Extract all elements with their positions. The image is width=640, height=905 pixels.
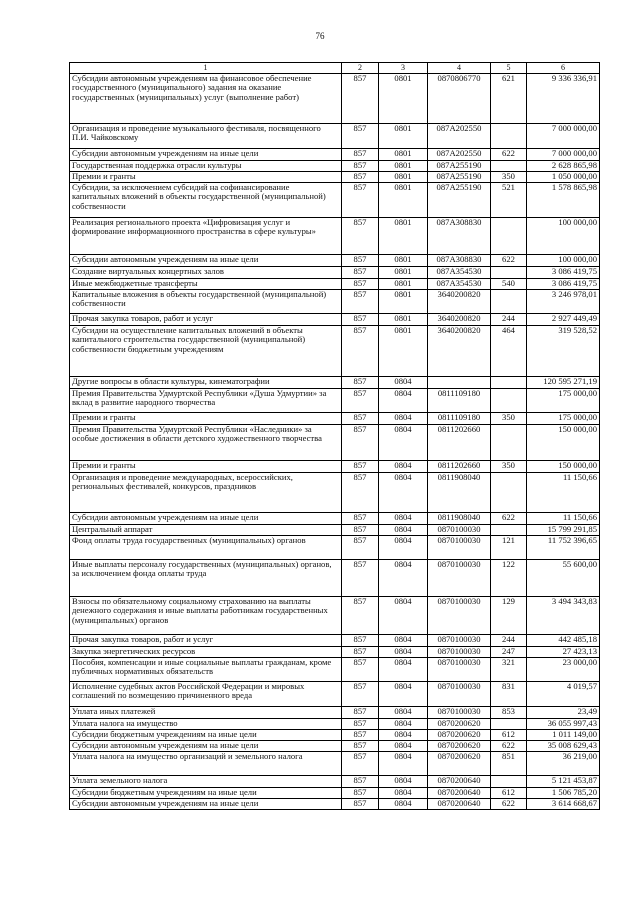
expense-type-cell [491,524,527,535]
table-row [70,376,600,388]
amount-cell: 9 336 336,91 [527,73,600,123]
section-code-cell: 0804 [379,706,428,718]
ministry-code-cell: 857 [342,424,379,460]
amount-cell: 7 000 000,00 [527,123,600,148]
amount-cell: 3 614 668,67 [527,798,600,809]
ministry-code-cell: 857 [342,278,379,289]
section-code-cell: 0801 [379,123,428,148]
item-name-cell: Прочая закупка товаров, работ и услуг [70,634,342,646]
item-name-cell: Фонд оплаты труда государственных (муниципальных) органов [70,535,342,559]
amount-cell: 36 219,00 [527,751,600,775]
item-name-cell: Уплата налога на имущество [70,718,342,729]
ministry-code-cell: 857 [342,289,379,313]
table-row [70,171,600,182]
amount-cell: 2 927 449,49 [527,313,600,325]
ministry-code-cell: 857 [342,718,379,729]
expense-type-cell: 831 [491,681,527,706]
ministry-code-cell: 857 [342,148,379,160]
ministry-code-cell: 857 [342,266,379,278]
header-cell: 1 [70,63,342,74]
amount-cell: 2 628 865,98 [527,160,600,171]
target-article-cell: 0870100030 [428,657,491,681]
table-row [70,787,600,798]
ministry-code-cell: 857 [342,729,379,740]
table-row [70,729,600,740]
section-code-cell: 0804 [379,388,428,412]
ministry-code-cell: 857 [342,634,379,646]
ministry-code-cell: 857 [342,254,379,266]
section-code-cell: 0801 [379,73,428,123]
ministry-code-cell: 857 [342,512,379,524]
item-name-cell: Премия Правительства Удмуртской Республики «Наследники» за особые достижения в области детского художественного творчества [70,424,342,460]
table-row [70,472,600,512]
ministry-code-cell: 857 [342,182,379,217]
amount-cell: 100 000,00 [527,254,600,266]
table-row [70,217,600,254]
target-article-cell: 0870100030 [428,634,491,646]
section-code-cell: 0804 [379,412,428,424]
item-name-cell: Субсидии автономным учреждениям на финансовое обеспечение государственного (муниципального) задания на оказание государственных (муниципальных) услуг (выполнение работ) [70,73,342,123]
expense-type-cell: 612 [491,729,527,740]
table-row [70,634,600,646]
item-name-cell: Субсидии бюджетным учреждениям на иные цели [70,729,342,740]
header-cell: 2 [342,63,379,74]
target-article-cell: 0870100030 [428,559,491,596]
expense-type-cell [491,289,527,313]
section-code-cell: 0801 [379,148,428,160]
section-code-cell: 0804 [379,634,428,646]
expense-type-cell: 244 [491,634,527,646]
item-name-cell: Взносы по обязательному социальному страхованию на выплаты денежного содержания и иные выплаты работникам государственных (муниципальных) органов [70,596,342,634]
table-row [70,182,600,217]
amount-cell: 150 000,00 [527,424,600,460]
expense-type-cell: 622 [491,798,527,809]
expense-type-cell [491,472,527,512]
table-row [70,289,600,313]
ministry-code-cell: 857 [342,160,379,171]
amount-cell: 1 050 000,00 [527,171,600,182]
target-article-cell: 087A354530 [428,266,491,278]
table-row [70,751,600,775]
amount-cell: 23,49 [527,706,600,718]
ministry-code-cell: 857 [342,706,379,718]
expense-type-cell: 540 [491,278,527,289]
ministry-code-cell: 857 [342,681,379,706]
target-article-cell: 0870200640 [428,775,491,787]
item-name-cell: Премии и гранты [70,171,342,182]
page-number: 76 [315,31,325,41]
amount-cell: 1 011 149,00 [527,729,600,740]
expense-type-cell: 622 [491,512,527,524]
table-row [70,535,600,559]
section-code-cell: 0804 [379,681,428,706]
amount-cell: 35 008 629,43 [527,740,600,751]
ministry-code-cell: 857 [342,646,379,657]
expense-type-cell [491,123,527,148]
item-name-cell: Субсидии автономным учреждениям на иные цели [70,798,342,809]
expense-type-cell: 321 [491,657,527,681]
amount-cell: 3 086 419,75 [527,278,600,289]
section-code-cell: 0804 [379,787,428,798]
table-row [70,460,600,472]
amount-cell: 3 494 343,83 [527,596,600,634]
expense-type-cell: 350 [491,460,527,472]
ministry-code-cell: 857 [342,798,379,809]
target-article-cell: 087A255190 [428,182,491,217]
expense-type-cell [491,266,527,278]
expense-type-cell: 464 [491,325,527,376]
header-cell: 5 [491,63,527,74]
target-article-cell: 0870100030 [428,535,491,559]
amount-cell: 23 000,00 [527,657,600,681]
expense-type-cell [491,388,527,412]
ministry-code-cell: 857 [342,460,379,472]
target-article-cell: 0870100030 [428,646,491,657]
ministry-code-cell: 857 [342,388,379,412]
item-name-cell: Пособия, компенсации и иные социальные выплаты гражданам, кроме публичных нормативных обязательств [70,657,342,681]
target-article-cell: 087A202550 [428,123,491,148]
table-row [70,424,600,460]
section-code-cell: 0801 [379,160,428,171]
table-row [70,657,600,681]
ministry-code-cell: 857 [342,775,379,787]
section-code-cell: 0804 [379,646,428,657]
target-article-cell: 0870200640 [428,798,491,809]
section-code-cell: 0804 [379,751,428,775]
amount-cell: 175 000,00 [527,412,600,424]
section-code-cell: 0801 [379,266,428,278]
section-code-cell: 0804 [379,657,428,681]
table-row [70,775,600,787]
item-name-cell: Премии и гранты [70,460,342,472]
target-article-cell [428,376,491,388]
table-row [70,596,600,634]
amount-cell: 55 600,00 [527,559,600,596]
item-name-cell: Уплата земельного налога [70,775,342,787]
ministry-code-cell: 857 [342,313,379,325]
amount-cell: 150 000,00 [527,460,600,472]
section-code-cell: 0804 [379,596,428,634]
ministry-code-cell: 857 [342,740,379,751]
ministry-code-cell: 857 [342,596,379,634]
table-row [70,160,600,171]
amount-cell: 11 752 396,65 [527,535,600,559]
amount-cell: 1 578 865,98 [527,182,600,217]
ministry-code-cell: 857 [342,657,379,681]
amount-cell: 11 150,66 [527,512,600,524]
section-code-cell: 0804 [379,376,428,388]
amount-cell: 3 246 978,01 [527,289,600,313]
target-article-cell: 0870200620 [428,751,491,775]
item-name-cell: Центральный аппарат [70,524,342,535]
ministry-code-cell: 857 [342,123,379,148]
ministry-code-cell: 857 [342,535,379,559]
target-article-cell: 0870100030 [428,524,491,535]
item-name-cell: Премии и гранты [70,412,342,424]
target-article-cell: 3640200820 [428,289,491,313]
target-article-cell: 0811202660 [428,460,491,472]
table-row [70,798,600,809]
expense-type-cell: 621 [491,73,527,123]
amount-cell: 3 086 419,75 [527,266,600,278]
table-row [70,646,600,657]
section-code-cell: 0804 [379,740,428,751]
section-code-cell: 0801 [379,278,428,289]
header-cell: 4 [428,63,491,74]
section-code-cell: 0804 [379,559,428,596]
section-code-cell: 0804 [379,460,428,472]
expense-type-cell: 622 [491,254,527,266]
table-row [70,718,600,729]
ministry-code-cell: 857 [342,787,379,798]
section-code-cell: 0804 [379,729,428,740]
target-article-cell: 0870100030 [428,596,491,634]
section-code-cell: 0804 [379,718,428,729]
expense-type-cell: 622 [491,148,527,160]
section-code-cell: 0804 [379,798,428,809]
amount-cell: 4 019,57 [527,681,600,706]
item-name-cell: Организация и проведение международных, всероссийских, региональных фестивалей, конкурсов, праздников [70,472,342,512]
target-article-cell: 0870100030 [428,681,491,706]
table-row [70,740,600,751]
table-row [70,412,600,424]
ministry-code-cell: 857 [342,751,379,775]
ministry-code-cell: 857 [342,73,379,123]
target-article-cell: 0811908040 [428,472,491,512]
item-name-cell: Прочая закупка товаров, работ и услуг [70,313,342,325]
item-name-cell: Исполнение судебных актов Российской Федерации и мировых соглашений по возмещению причиненного вреда [70,681,342,706]
item-name-cell: Субсидии автономным учреждениям на иные цели [70,512,342,524]
expense-type-cell: 244 [491,313,527,325]
item-name-cell: Субсидии, за исключением субсидий на софинансирование капитальных вложений в объекты государственной (муниципальной) собственности [70,182,342,217]
ministry-code-cell: 857 [342,524,379,535]
item-name-cell: Премия Правительства Удмуртской Республики «Душа Удмуртии» за вклад в развитие народного творчества [70,388,342,412]
amount-cell: 319 528,52 [527,325,600,376]
table-row [70,278,600,289]
table-row [70,325,600,376]
table-row [70,313,600,325]
expense-type-cell: 350 [491,171,527,182]
section-code-cell: 0804 [379,424,428,460]
ministry-code-cell: 857 [342,171,379,182]
item-name-cell: Закупка энергетических ресурсов [70,646,342,657]
target-article-cell: 0870200620 [428,740,491,751]
amount-cell: 1 506 785,20 [527,787,600,798]
target-article-cell: 087A308830 [428,254,491,266]
amount-cell: 175 000,00 [527,388,600,412]
section-code-cell: 0801 [379,313,428,325]
table-row [70,254,600,266]
table-row [70,706,600,718]
target-article-cell: 0811109180 [428,412,491,424]
table-row [70,148,600,160]
amount-cell: 5 121 453,87 [527,775,600,787]
section-code-cell: 0804 [379,472,428,512]
header-cell: 3 [379,63,428,74]
target-article-cell: 0870200620 [428,718,491,729]
amount-cell: 120 595 271,19 [527,376,600,388]
ministry-code-cell: 857 [342,217,379,254]
expense-type-cell [491,376,527,388]
section-code-cell: 0804 [379,775,428,787]
section-code-cell: 0801 [379,217,428,254]
amount-cell: 442 485,18 [527,634,600,646]
item-name-cell: Субсидии бюджетным учреждениям на иные цели [70,787,342,798]
table-row [70,512,600,524]
table-row [70,388,600,412]
expense-type-cell: 121 [491,535,527,559]
target-article-cell: 087A354530 [428,278,491,289]
item-name-cell: Государственная поддержка отрасли культуры [70,160,342,171]
section-code-cell: 0801 [379,254,428,266]
table-row [70,681,600,706]
section-code-cell: 0801 [379,171,428,182]
section-code-cell: 0801 [379,289,428,313]
expense-type-cell: 129 [491,596,527,634]
amount-cell: 7 000 000,00 [527,148,600,160]
expense-type-cell [491,160,527,171]
section-code-cell: 0804 [379,535,428,559]
expense-type-cell [491,775,527,787]
ministry-code-cell: 857 [342,325,379,376]
table-row [70,73,600,123]
target-article-cell: 3640200820 [428,325,491,376]
ministry-code-cell: 857 [342,472,379,512]
item-name-cell: Создание виртуальных концертных залов [70,266,342,278]
amount-cell: 11 150,66 [527,472,600,512]
item-name-cell: Капитальные вложения в объекты государственной (муниципальной) собственности [70,289,342,313]
expense-type-cell: 521 [491,182,527,217]
ministry-code-cell: 857 [342,559,379,596]
expense-type-cell [491,217,527,254]
target-article-cell: 087A255190 [428,160,491,171]
target-article-cell: 0811202660 [428,424,491,460]
section-code-cell: 0801 [379,182,428,217]
expense-type-cell: 247 [491,646,527,657]
amount-cell: 36 055 997,43 [527,718,600,729]
expense-type-cell: 853 [491,706,527,718]
ministry-code-cell: 857 [342,376,379,388]
target-article-cell: 3640200820 [428,313,491,325]
item-name-cell: Иные межбюджетные трансферты [70,278,342,289]
item-name-cell: Субсидии автономным учреждениям на иные цели [70,740,342,751]
item-name-cell: Субсидии автономным учреждениям на иные цели [70,148,342,160]
table-row [70,266,600,278]
item-name-cell: Другие вопросы в области культуры, кинематографии [70,376,342,388]
target-article-cell: 087A202550 [428,148,491,160]
expense-type-cell: 851 [491,751,527,775]
target-article-cell: 0870200620 [428,729,491,740]
expense-type-cell: 122 [491,559,527,596]
ministry-code-cell: 857 [342,412,379,424]
header-cell: 6 [527,63,600,74]
table-row [70,524,600,535]
section-code-cell: 0804 [379,512,428,524]
expense-type-cell: 622 [491,740,527,751]
item-name-cell: Уплата иных платежей [70,706,342,718]
table-header-row [70,63,600,74]
section-code-cell: 0801 [379,325,428,376]
target-article-cell: 0811109180 [428,388,491,412]
target-article-cell: 0870100030 [428,706,491,718]
item-name-cell: Реализация регионального проекта «Цифровизация услуг и формирование информационного пространства в сфере культуры» [70,217,342,254]
item-name-cell: Субсидии на осуществление капитальных вложений в объекты капитального строительства государственной (муниципальной) собственности бюджетным учреждениям [70,325,342,376]
target-article-cell: 0870806770 [428,73,491,123]
target-article-cell: 0870200640 [428,787,491,798]
expense-type-cell [491,424,527,460]
item-name-cell: Иные выплаты персоналу государственных (муниципальных) органов, за исключением фонда оплаты труда [70,559,342,596]
target-article-cell: 0811908040 [428,512,491,524]
expense-type-cell: 612 [491,787,527,798]
amount-cell: 100 000,00 [527,217,600,254]
item-name-cell: Организация и проведение музыкального фестиваля, посвященного П.И. Чайковскому [70,123,342,148]
expense-type-cell [491,718,527,729]
expense-type-cell: 350 [491,412,527,424]
section-code-cell: 0804 [379,524,428,535]
item-name-cell: Уплата налога на имущество организаций и земельного налога [70,751,342,775]
amount-cell: 27 423,13 [527,646,600,657]
target-article-cell: 087A255190 [428,171,491,182]
amount-cell: 15 799 291,85 [527,524,600,535]
table-row [70,123,600,148]
item-name-cell: Субсидии автономным учреждениям на иные цели [70,254,342,266]
target-article-cell: 087A308830 [428,217,491,254]
table-row [70,559,600,596]
budget-table [69,62,600,810]
